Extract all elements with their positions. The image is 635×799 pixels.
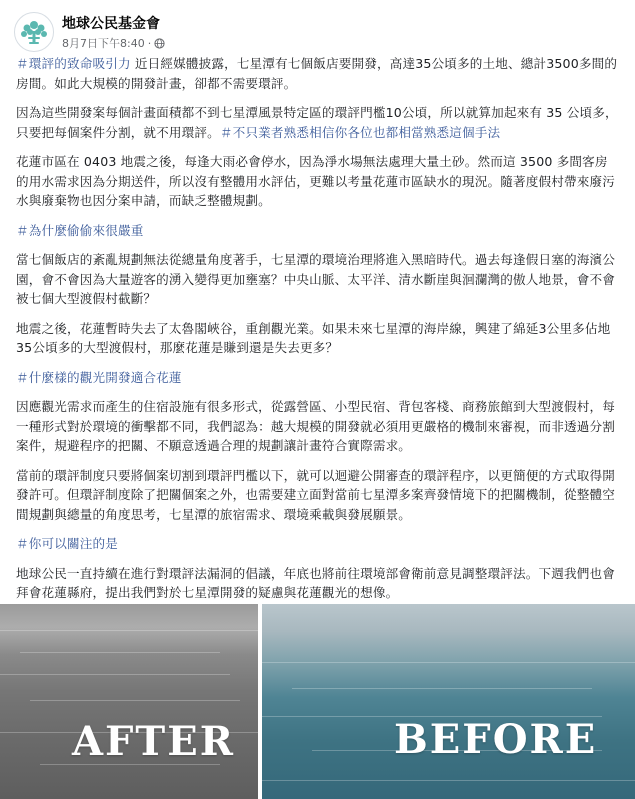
sea-wave	[30, 700, 240, 701]
paragraph-7	[16, 466, 620, 525]
paragraph-2	[16, 103, 620, 142]
paragraph-5	[16, 319, 620, 358]
paragraph-text: 當前的環評制度只要將個案切割到環評門檻以下，就可以迴避公開審查的環評程序，以更簡便的方式取得開發許可。但環評制度除了把關個案之外，也需要建立面對當前七星潭多案齊發情境下的把關機制，從整體空間規劃與總量的角度思考，七星潭的旅宿需求、環境乘載與發展願景。	[16, 467, 615, 522]
hashtag-link[interactable]: ＃不只業者熟悉相信你各位也都相當熟悉這個手法	[219, 124, 501, 140]
paragraph-text: 地球公民一直持續在進行對環評法漏洞的倡議，年底也將前往環境部會衛前意見調整環評法。下週我們也會拜會花蓮縣府，提出我們對於七星潭開發的疑慮與花蓮觀光的想像。	[16, 565, 615, 600]
post-body	[16, 54, 620, 662]
post-timestamp[interactable]: 8月7日下午8:40	[62, 37, 145, 50]
section-heading-1[interactable]: ＃為什麼偷偷來很嚴重	[16, 222, 144, 238]
globe-icon[interactable]	[154, 38, 165, 49]
hashtag-link[interactable]: ＃環評的致命吸引力	[16, 56, 131, 71]
after-label: AFTER	[72, 718, 235, 765]
post-photo[interactable]	[0, 604, 635, 799]
paragraph-text: 花蓮市區在 0403 地震之後，每逢大雨必會停水，因為淨水場無法處理大量土砂。然而這 3500 多間客房的用水需求因為分期送件，所以沒有整體用水評估，更難以考量花蓮市區缺水的現況。隨著度假村帶來廢污水與廢棄物也因分案申請，而缺乏整體規劃。	[16, 154, 615, 208]
paragraph-8	[16, 564, 620, 603]
paragraph-text: 因為這些開發案每個計畫面積都不到七星潭風景特定區的環評門檻10公頃，所以就算加起來有 35 公頃多，只要把每個案件分割，就不用環評。	[16, 105, 618, 140]
before-label: BEFORE	[394, 716, 598, 763]
sea-wave	[0, 630, 258, 631]
section-heading-2[interactable]: ＃什麼樣的觀光開發適合花蓮	[16, 369, 182, 385]
paragraph-4	[16, 250, 620, 309]
post-header	[14, 12, 614, 56]
paragraph-6	[16, 397, 620, 456]
sea-wave	[262, 780, 635, 781]
paragraph-1	[16, 54, 620, 93]
paragraph-text: 地震之後，花蓮暫時失去了太魯閣峽谷，重創觀光業。如果未來七星潭的海岸線，興建了綿延3公里多佔地35公頃多的大型渡假村，那麼花蓮是賺到還是失去更多？	[16, 320, 611, 355]
sea-wave	[262, 662, 635, 663]
page-name-link[interactable]: 地球公民基金會	[62, 16, 160, 32]
paragraph-text: 近日經媒體披露，七星潭有七個飯店要開發，高達35公頃多的土地、總計3500多間的房間。如此大規模的開發計畫，卻都不需要環評。	[16, 56, 618, 91]
post-meta	[62, 35, 165, 51]
before-photo	[262, 604, 635, 799]
paragraph-text: 因應觀光需求而產生的住宿設施有很多形式，從露營區、小型民宿、背包客棧、商務旅館到大型渡假村，每一種形式對於環境的衝擊都不同，我們認為：越大規模的開發就必須用更嚴格的機制來審視，而非透過分割案件，規避程序的把關、不願意透過合理的規劃讓計畫符合實際需求。	[16, 399, 615, 453]
paragraph-3	[16, 152, 620, 211]
sea-wave	[292, 688, 592, 689]
sea-wave	[20, 652, 220, 653]
section-heading-3[interactable]: ＃你可以關注的是	[16, 536, 118, 551]
sea-wave	[0, 674, 230, 675]
page-avatar[interactable]	[14, 12, 54, 52]
after-photo	[0, 604, 258, 799]
paragraph-text: 當七個飯店的紊亂規劃無法從總量角度著手，七星潭的環境治理將進入黑暗時代。過去每逢假日塞的海濱公園，會不會因為大量遊客的湧入變得更加壅塞？中央山脈、太平洋、清水斷崖與洄瀾灣的傲人地景，會不會被七個大型渡假村截斷？	[16, 252, 615, 306]
meta-separator: ·	[147, 36, 152, 50]
tree-logo-icon	[15, 13, 53, 51]
